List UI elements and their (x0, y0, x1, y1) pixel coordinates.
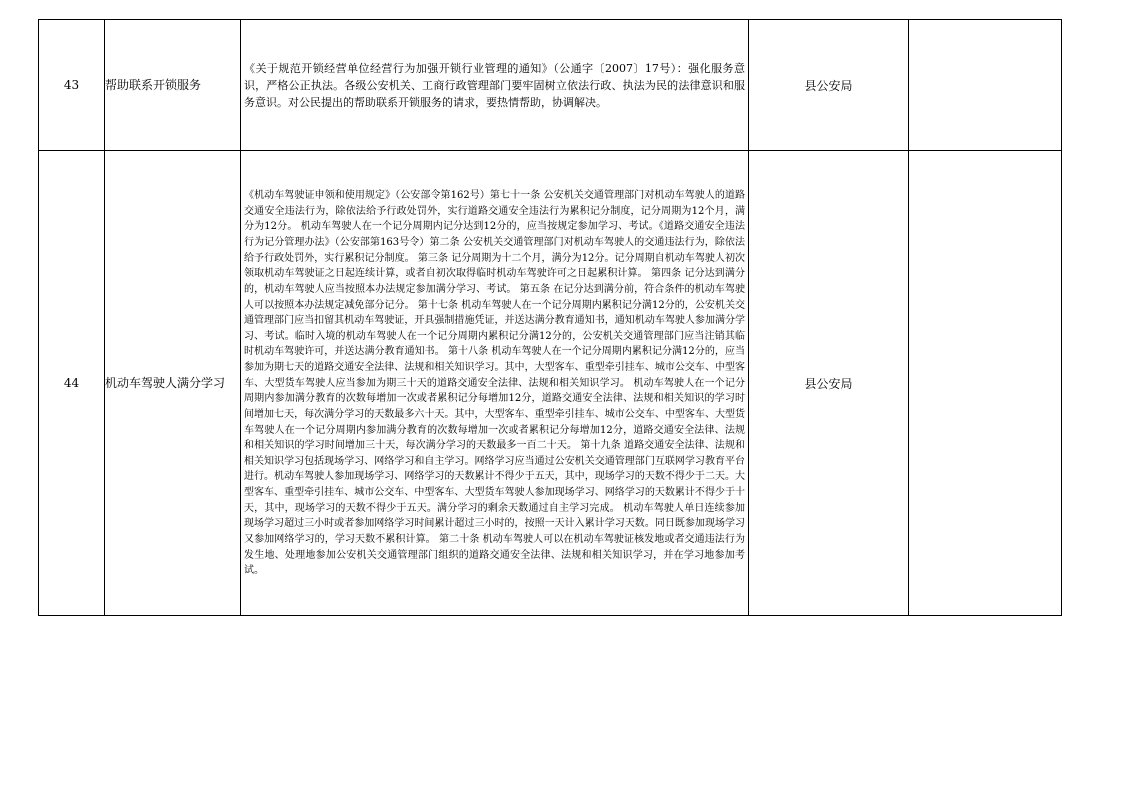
legal-basis-cell (241, 151, 749, 616)
legal-basis-cell (241, 20, 749, 151)
remark (909, 20, 1062, 151)
item-name: 帮助联系开锁服务 (105, 20, 241, 151)
department: 县公安局 (749, 151, 909, 616)
table-row (39, 151, 1062, 616)
row-number: 44 (39, 151, 105, 616)
legal-basis-text: 《机动车驾驶证申领和使用规定》（公安部令第162号）第七十一条 公安机关交通管理部门对机动车驾驶人的道路交通安全违法行为，除依法给予行政处罚外，实行道路交通安全违法行为累积记分制度，记分周期为12个月，满分为12分。 机动车驾驶人在一个记分周期内记分达到12分的，应当按规定参加学习、考试。《道路交通安全违法行为记分管理办法》（公安部第163号令）第二条 公安机关交通管理部门对机动车驾驶人的交通违法行为，除依法给予行政处罚外，实行累积记分制度。 第三条 记分周期为十二个月，满分为12分。记分周期自机动车驾驶人初次领取机动车驾驶证之日起连续计算，或者自初次取得临时机动车驾驶许可之日起累积计算。 第四条 记分达到满分的，机动车驾驶人应当按照本办法规定参加满分学习、考试。 第五条 在记分达到满分前，符合条件的机动车驾驶人可以按照本办法规定减免部分记分。 第十七条 机动车驾驶人在一个记分周期内累积记分满12分的，公安机关交通管理部门应当扣留其机动车驾驶证，开具强制措施凭证，并送达满分教育通知书，通知机动车驾驶人参加满分学习、考试。临时入境的机动车驾驶人在一个记分周期内累积记分满12分的，公安机关交通管理部门应当注销其临时机动车驾驶许可，并送达满分教育通知书。 第十八条 机动车驾驶人在一个记分周期内累积记分满12分的，应当参加为期七天的道路交通安全法律、法规和相关知识学习。其中，大型客车、重型牵引挂车、城市公交车、中型客车、大型货车驾驶人应当参加为期三十天的道路交通安全法律、法规和相关知识学习。 机动车驾驶人在一个记分周期内参加满分教育的次数每增加一次或者累积记分每增加12分，道路交通安全法律、法规和相关知识的学习时间增加七天，每次满分学习的天数最多六十天。其中，大型客车、重型牵引挂车、城市公交车、中型客车、大型货车驾驶人在一个记分周期内参加满分教育的次数每增加一次或者累积记分每增加12分，道路交通安全法律、法规和相关知识的学习时间增加三十天，每次满分学习的天数最多一百二十天。 第十九条 道路交通安全法律、法规和相关知识学习包括现场学习、网络学习和自主学习。网络学习应当通过公安机关交通管理部门互联网学习教育平台进行。机动车驾驶人参加现场学习、网络学习的天数累计不得少于五天，其中，现场学习的天数不得少于二天。大型客车、重型牵引挂车、城市公交车、中型客车、大型货车驾驶人参加现场学习、网络学习的天数累计不得少于十天，其中，现场学习的天数不得少于五天。满分学习的剩余天数通过自主学习完成。 机动车驾驶人单日连续参加现场学习超过三小时或者参加网络学习时间累计超过三小时的，按照一天计入累计学习天数。同日既参加现场学习又参加网络学习的，学习天数不累积计算。 第二十条 机动车驾驶人可以在机动车驾驶证核发地或者交通违法行为发生地、处理地参加公安机关交通管理部门组织的道路交通安全法律、法规和相关知识学习，并在学习地参加考试。 (244, 190, 745, 577)
legal-basis-text: 《关于规范开锁经营单位经营行为加强开锁行业管理的通知》（公通字〔2007〕17号）：强化服务意识，严格公正执法。各级公安机关、工商行政管理部门要牢固树立依法行政、执法为民的法律意识和服务意识。对公民提出的帮助联系开锁服务的请求，要热情帮助，协调解决。 (244, 61, 745, 110)
item-name: 机动车驾驶人满分学习 (105, 151, 241, 616)
remark (909, 151, 1062, 616)
service-table (38, 19, 1062, 616)
row-number: 43 (39, 20, 105, 151)
table-row (39, 20, 1062, 151)
department: 县公安局 (749, 20, 909, 151)
